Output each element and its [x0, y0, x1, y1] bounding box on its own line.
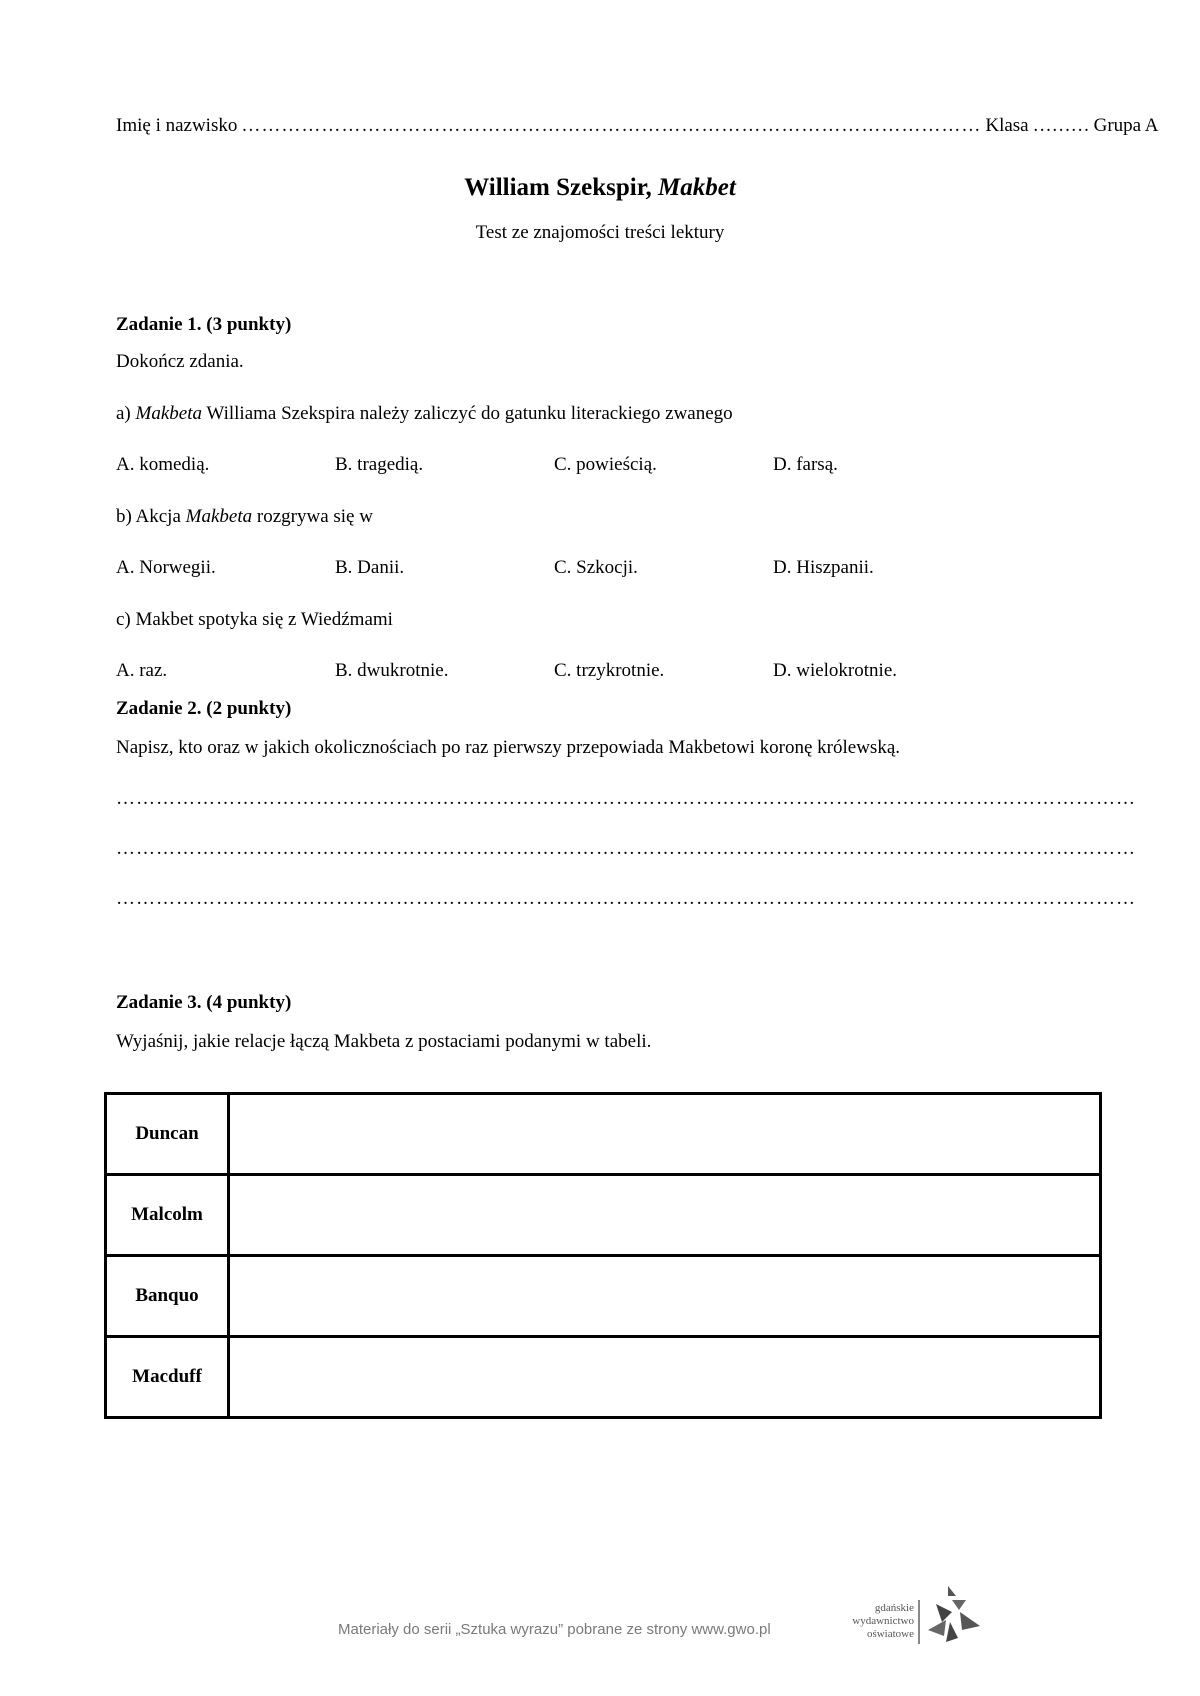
class-label: Klasa [985, 115, 1029, 136]
header-line [116, 114, 1159, 138]
name-field[interactable]: ………………………………………………………………………………………………… [241, 115, 982, 136]
task3-instruction: Wyjaśnij, jakie relacje łączą Makbeta z postaciami podanymi w tabeli. [116, 1031, 652, 1052]
publisher-logo-icon [922, 1582, 986, 1646]
task1-instruction: Dokończ zdania. [116, 351, 244, 372]
task1-a-option-c[interactable]: C. powieścią. [554, 454, 657, 475]
task1-question-b: b) Akcja Makbeta rozgrywa się w [116, 506, 373, 527]
task1-question-a: a) Makbeta Williama Szekspira należy zaliczyć do gatunku literackiego zwanego [116, 403, 733, 424]
task1-b-option-a[interactable]: A. Norwegii. [116, 557, 216, 578]
page-title [0, 174, 1200, 202]
task1-b-option-b[interactable]: B. Danii. [335, 557, 405, 578]
task1-c-option-c[interactable]: C. trzykrotnie. [554, 660, 665, 681]
task1-c-option-d[interactable]: D. wielokrotnie. [773, 660, 898, 681]
task1-b-option-d[interactable]: D. Hiszpanii. [773, 557, 874, 578]
task2-answer-line[interactable]: ……………………………………………………………………………………………………………………………………… [116, 888, 1136, 909]
task2-answer-line[interactable]: ……………………………………………………………………………………………………………………………………… [116, 838, 1136, 859]
task1-b-option-c[interactable]: C. Szkocji. [554, 557, 638, 578]
task1-a-option-d[interactable]: D. farsą. [773, 454, 838, 475]
character-name: Malcolm [106, 1175, 229, 1256]
class-field[interactable]: ……… [1032, 115, 1090, 136]
relation-answer-cell[interactable] [229, 1337, 1101, 1418]
table-row [106, 1175, 1101, 1256]
task3-heading: Zadanie 3. (4 punkty) [116, 992, 292, 1013]
character-name: Duncan [106, 1094, 229, 1175]
name-label: Imię i nazwisko [116, 115, 238, 136]
relation-answer-cell[interactable] [229, 1256, 1101, 1337]
task1-a-option-b[interactable]: B. tragedią. [335, 454, 424, 475]
task1-c-option-a[interactable]: A. raz. [116, 660, 168, 681]
title-work: Makbet [658, 174, 736, 201]
table-row [106, 1094, 1101, 1175]
publisher-logo-icon [922, 1582, 986, 1646]
page-subtitle: Test ze znajomości treści lektury [475, 222, 725, 243]
relation-answer-cell[interactable] [229, 1094, 1101, 1175]
task2-instruction: Napisz, kto oraz w jakich okolicznościach po raz pierwszy przepowiada Makbetowi koronę królewską. [116, 737, 901, 758]
relation-answer-cell[interactable] [229, 1175, 1101, 1256]
task1-a-option-a[interactable]: A. komedią. [116, 454, 210, 475]
table-row [106, 1337, 1101, 1418]
table-row [106, 1256, 1101, 1337]
character-name: Banquo [106, 1256, 229, 1337]
title-author: William Szekspir, [464, 174, 658, 201]
relations-table [104, 1092, 1102, 1419]
footer-text: Materiały do serii „Sztuka wyrazu” pobrane ze strony www.gwo.pl [338, 1621, 771, 1638]
group-label: Grupa A [1093, 115, 1159, 136]
logo-divider [918, 1600, 920, 1644]
task1-question-c: c) Makbet spotyka się z Wiedźmami [116, 609, 393, 630]
task1-c-option-b[interactable]: B. dwukrotnie. [335, 660, 449, 681]
character-name: Macduff [106, 1337, 229, 1418]
task1-heading: Zadanie 1. (3 punkty) [116, 314, 292, 335]
publisher-logo-text: gdańskie wydawnictwo oświatowe [852, 1602, 914, 1640]
task2-answer-line[interactable]: ……………………………………………………………………………………………………………………………………… [116, 788, 1136, 809]
task2-heading: Zadanie 2. (2 punkty) [116, 698, 292, 719]
